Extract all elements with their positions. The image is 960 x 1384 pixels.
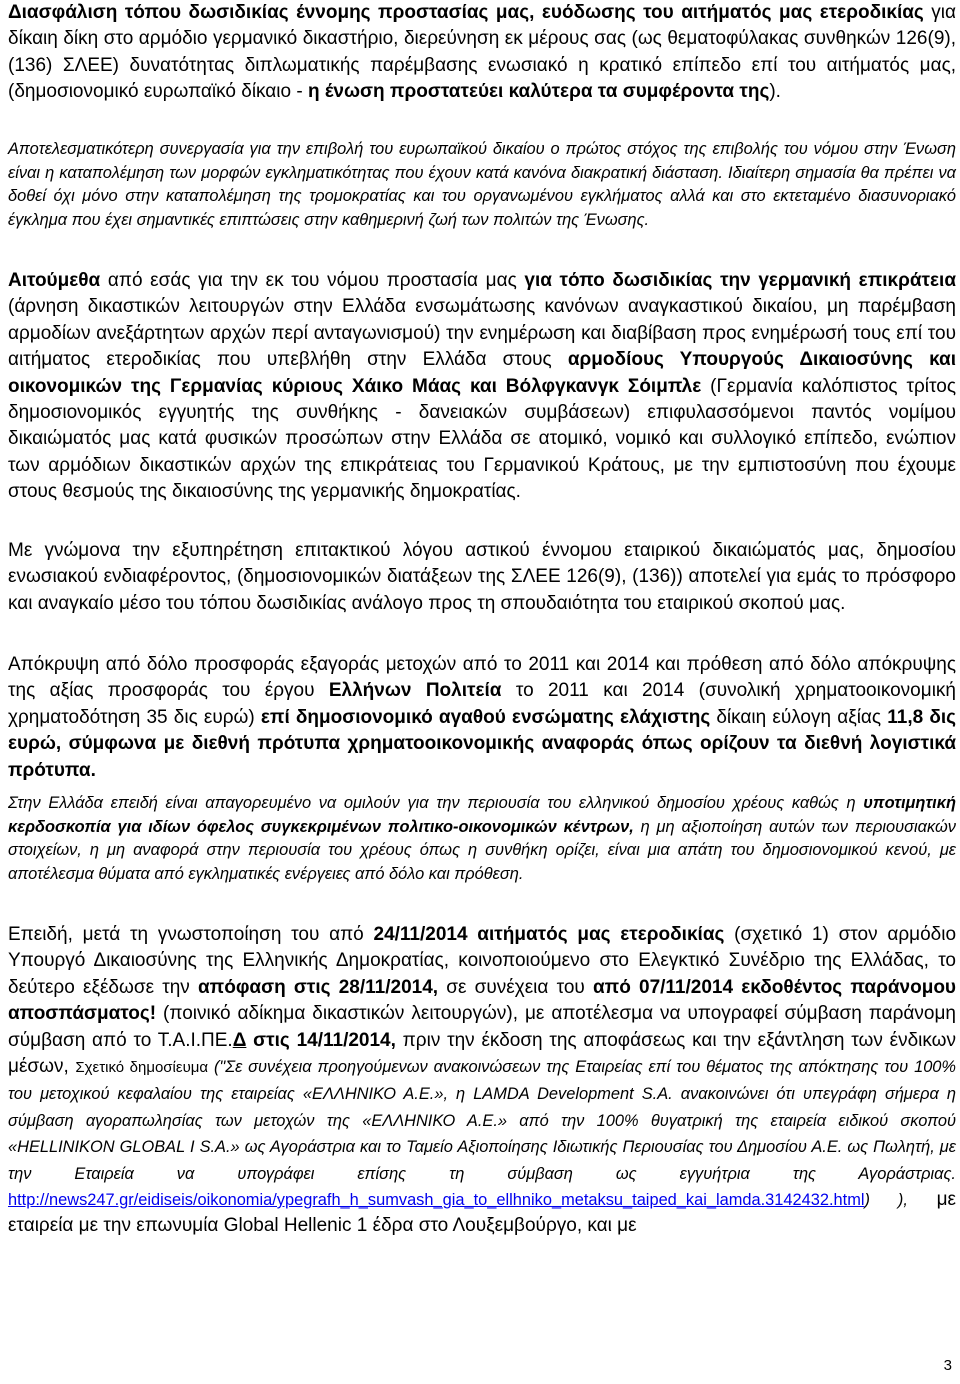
p7-bold-decision: απόφαση στις 28/11/2014,: [198, 976, 439, 998]
p7-related-article: Σχετικό δημοσίευμα: [75, 1059, 209, 1077]
p3-bold-jurisdiction: για τόπο δωσιδικίας την γερμανική επικράτεια: [524, 270, 957, 291]
p3-bold-ministers: αρμοδίους Υπουργούς Δικαιοσύνης και οικονομικών της Γερμανίας κύριους Χάικο Μάας και Βόλφγκανγκ Σόιμπλε: [8, 349, 956, 397]
p5-bold-value: 11,8 δις ευρώ, σύμφωνα με διεθνή πρότυπα χρηματοοικονομικής αναφοράς όπως ορίζουν τα διεθνή λογιστικά πρότυπα.: [8, 706, 957, 781]
paragraph-5-text: [8, 652, 956, 784]
p5-bold-project: Ελλήνων Πολιτεία: [328, 680, 502, 702]
paragraph-3: [8, 268, 956, 506]
p1-heading-bold: Διασφάλιση τόπου δωσιδικίας έννομης προστασίας μας, ευόδωσης του αιτήματός μας ετεροδικίας: [8, 2, 924, 23]
p5-body-2: το 2011 και 2014 (συνολική χρηματοοικονομική χρηματοδότηση 35 δις ευρώ): [8, 680, 956, 728]
p7-bold-excerpt: από 07/11/2014 εκδοθέντος παράνομου αποσπάσματος!: [8, 976, 956, 1025]
paragraph-1-text: [8, 0, 956, 106]
p1-body: για δίκαιη δίκη στο αρμόδιο γερμανικό δικαστήριο, διερεύνηση εκ μέρους σας (ως θεματοφύλακας συνθηκών 126(9),(136) ΣΛΕΕ) δυνατότητας διπλωματικής παρέμβασης ενωσιακό η κρατικό επίπεδο επί του αιτήματός μας, (δημοσιονομικό ευρωπαϊκό δίκαιο -: [8, 2, 957, 103]
paragraph-7: [8, 922, 956, 1240]
paragraph-3-text: [8, 268, 956, 506]
paragraph-6-text: [8, 792, 956, 886]
p7-body-2: (σχετικό 1) στον αρμόδιο Υπουργό Δικαιοσύνης της Ελληνικής Δημοκρατίας, κοινοποιούμενο στο Ελεγκτικό Συνέδριο της Ελλάδας, το δεύτερο εξέδωσε την: [8, 924, 957, 998]
p7-body-5: πριν την έκδοση της αποφάσεως και την εξάντληση των ένδικων μέσων,: [8, 1029, 956, 1078]
paragraph-6: [8, 792, 956, 886]
news-link[interactable]: http://news247.gr/eidiseis/oikonomia/ypegrafh_h_sumvash_gia_to_ellhniko_metaksu_taiped_kai_lamda.3142432.html: [8, 1191, 865, 1210]
paragraph-5: [8, 652, 956, 784]
paragraph-2: [8, 138, 956, 232]
p7-body-1: Επειδή, μετά τη γνωστοποίηση του από: [8, 924, 374, 945]
p3-lead-bold: Αιτούμεθα: [8, 270, 101, 291]
paragraph-7-text: [8, 922, 956, 1240]
p7-bold-contract-date: στις 14/11/2014,: [246, 1029, 396, 1051]
p7-bold-underlined-d: Δ: [232, 1029, 247, 1051]
p1-end: ).: [769, 81, 781, 103]
p1-bold-phrase: η ένωση προστατεύει καλύτερα τα συμφέροντα της: [307, 81, 770, 103]
p6-bold-speculation: υποτιμητική κερδοσκοπία για ιδίων όφελος συγκεκριμένων πολιτικο-οικονομικών κέντρων,: [8, 794, 956, 836]
paragraph-1: [8, 0, 956, 106]
p6-body-2: η μη αξιοποίηση αυτών των περιουσιακών στοιχείων, η μη αναφορά στην περιουσία του χρέους όπως η συνθήκη ορίζει, είναι μια απάτη του δημοσιονομικού κενού, με αποτέλεσμα θύματα από εγκληματικές ενέργειες από δόλο και πρόθεση.: [8, 817, 956, 883]
p5-body-1: Απόκρυψη από δόλο προσφοράς εξαγοράς μετοχών από το 2011 και 2014 και πρόθεση από δόλο απόκρυψης της αξίας προσφοράς του έργου: [8, 654, 956, 702]
paragraph-2-text: Αποτελεσματικότερη συνεργασία για την επιβολή του ευρωπαϊκού δικαίου ο πρώτος στόχος της επιβολής του νόμου στην Ένωση είναι η καταπολέμηση των μορφών εγκληματικότητας που έχουν κατά κανόνα διακρατική διάσταση. Ιδιαίτερη σημασία θα πρέπει να δοθεί όχι μόνο στην καταπολέμηση της τρομοκρατίας και του οργανωμένου εγκλήματος αλλά και στο εκτεταμένο διασυνοριακό έγκλημα που έχει σημαντικές επιπτώσεις στην καθημερινή ζωή των πολιτών της Ένωσης.: [8, 140, 956, 229]
p5-bold-asset: επί δημοσιονομικό αγαθού ενσώματης ελάχιστης: [260, 706, 711, 728]
p3-body-1: από εσάς για την εκ του νόμου προστασία μας: [100, 270, 525, 291]
p7-body-3: σε συνέχεια του: [438, 976, 593, 998]
paragraph-4-text: Με γνώμονα την εξυπηρέτηση επιτακτικού λόγου αστικού έννομου εταιρικού δικαιώματός μας, δημοσίου ενωσιακού ενδιαφέροντος, (δημοσιονομικών διατάξεων της ΣΛΕΕ 126(9), (136)) αποτελεί για εμάς το πρόσφορο και αναγκαίο μέσο του τόπου δωσιδικίας ανάλογο προς τη σπουδαιότητα του εταιρικού σκοπού μας.: [8, 540, 956, 614]
p7-body-4: (ποινικό αδίκημα δικαστικών λειτουργών), με αποτέλεσμα να υπογραφεί σύμβαση παράνομη σύμβαση από το Τ.Α.Ι.ΠΕ.: [8, 1003, 956, 1051]
p7-quote: ("Σε συνέχεια προηγούμενων ανακοινώσεων της Εταιρείας επί του θέματος της απόκτησης του 100% του μετοχικού κεφαλαίου της εταιρείας «ΕΛΛΗΝΙΚΟ Α.Ε.», η LAMDA Development S.A. ανακοινώνει ότι υπεγράφη σήμερα η σύμβαση αγοραπωλησίας των μετοχών της «ΕΛΛΗΝΙΚΟ Α.Ε.» από την 100% θυγατρική της εταιρεία ειδικού σκοπού «HELLINIKON GLOBAL I S.A.» ως Αγοράστρια και το Ταμείο Αξιοποίησης Ιδιωτικής Περιουσίας του Δημοσίου Α.Ε. ως Πωλητή, με την Εταιρεία να υπογράφει επίσης τη σύμβαση ως εγγυήτρια της Αγοράστριας.: [8, 1058, 956, 1183]
p7-body-6: με εταιρεία με την επωνυμία Global Hellenic 1 έδρα στο Λουξεμβούργο, και με: [8, 1189, 956, 1237]
paragraph-4: [8, 538, 956, 617]
page-number: 3: [943, 1357, 952, 1374]
p3-body-3: (Γερμανία καλόπιστος τρίτος δημοσιονομικός εγγυητής της συνθήκης - δανειακών συμβάσεων) επιφυλασσόμενοι παντός νομίμου δικαιώματός μας κατά φυσικών προσώπων στην Ελλάδα σε ατομικό, νομικό και συλλογικό επίπεδο, ενώπιον των αρμόδιων δικαστικών αρχών της επικράτειας του Γερμανικού Κράτους, με την εμπιστοσύνη που έχουμε στους θεσμούς της δικαιοσύνης της γερμανικής δημοκρατίας.: [8, 375, 956, 503]
p7-bold-request-date: 24/11/2014 αιτήματός μας ετεροδικίας: [373, 924, 725, 945]
p3-body-2: (άρνηση δικαστικών λειτουργών στην Ελλάδα ενσωμάτωσης κανόνων αναγκαστικού δικαίου, μη παρέμβαση αρμοδίων ανεξάρτητων αρχών περί ανταγωνισμού) την ενημέρωση και διαβίβαση προς ενημέρωσή τους επί του αιτήματος ετεροδικίας που υπεβλήθη στην Ελλάδα στους: [8, 296, 956, 371]
p5-body-3: δίκαιη εύλογη αξίας: [710, 706, 888, 728]
p6-body-1: Στην Ελλάδα επειδή είναι απαγορευμένο να ομιλούν για την περιουσία του ελληνικού δημοσίου χρέους καθώς η: [8, 794, 864, 812]
p7-quote-close: ) ),: [864, 1191, 908, 1210]
